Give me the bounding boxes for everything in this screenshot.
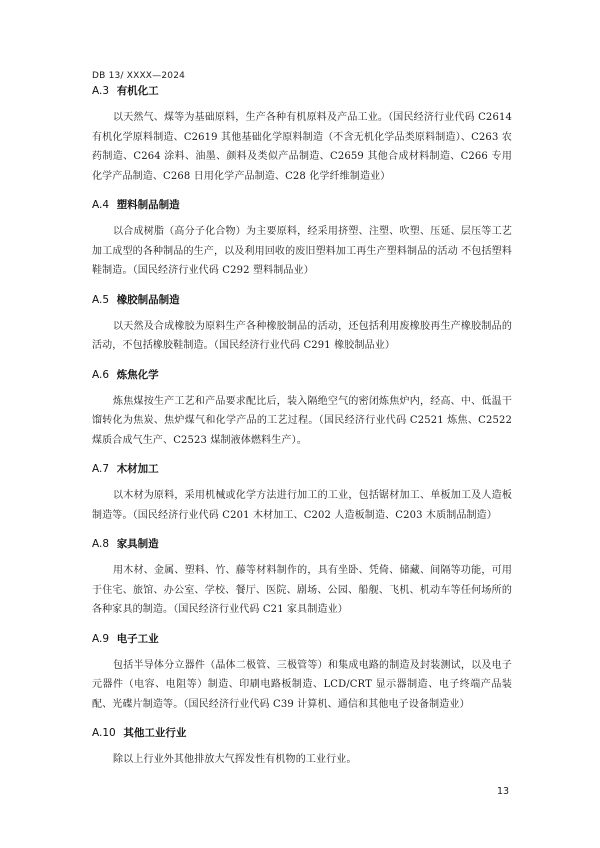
section-number: A.3: [92, 85, 110, 97]
section-paragraph: 以木材为原料，采用机械或化学方法进行加工的工业，包括锯材加工、单板加工及人造板制造等。（国民经济行业代码 C201 木材加工、C202 人造板制造、C203 木质制品制造）: [92, 490, 512, 521]
section-a4: [92, 198, 512, 281]
section-paragraph: 包括半导体分立器件（晶体二极管、三极管等）和集成电路的制造及封装测试，以及电子元器件（电容、电阻等）制造、印刷电路板制造、LCD/CRT 显示器制造、电子终端产品装配、光碟片制造等。（国民经济行业代码 C39 计算机、通信和其他电子设备制造业）: [92, 659, 512, 710]
section-number: A.5: [92, 293, 110, 306]
section-paragraph: 除以上行业外其他排放大气挥发性有机物的工业行业。: [113, 754, 357, 765]
section-a3: [92, 84, 512, 186]
section-paragraph: 用木材、金属、塑料、竹、藤等材料制作的，具有坐卧、凭倚、储藏、间隔等功能，可用于住宅、旅馆、办公室、学校、餐厅、医院、剧场、公园、船舰、飞机、机动车等任何场所的各种家具的制造。（国民经济行业代码 C21 家具制造业）: [92, 565, 512, 615]
section-number: A.9: [92, 632, 110, 645]
section-a6: [92, 368, 512, 451]
section-a7: [92, 462, 512, 525]
section-a9: [92, 632, 512, 715]
section-title: 有机化工: [116, 85, 159, 97]
section-number: A.4: [92, 199, 110, 211]
section-paragraph: 以天然气、煤等为基础原料，生产各种有机原料及产品工业。（国民经济行业代码 C2614 有机化学原料制造、C2619 其他基础化学原料制造（不含无机化学品类原料制造）、C263 农药制造、C264 涂料、油墨、颜料及类似产品制造、C2659 其他合成材料制造、C266 专用化学产品制造、C268 日用化学产品制造、C28 化学纤维制造业）: [92, 112, 512, 182]
section-title: 橡胶制品制造: [116, 293, 180, 306]
section-title: 塑料制品制造: [116, 199, 180, 211]
section-heading: [92, 198, 512, 212]
section-a8: [92, 537, 512, 620]
document-code-header: DB 13/ XXXX—2024: [92, 71, 186, 81]
section-title: 家具制造: [116, 538, 159, 550]
section-paragraph: 以天然及合成橡胶为原料生产各种橡胶制品的活动，还包括利用废橡胶再生产橡胶制品的活动，不包括橡胶鞋制造。（国民经济行业代码 C291 橡胶制品业）: [92, 320, 512, 351]
section-a5: [92, 293, 512, 356]
document-body: [92, 84, 512, 770]
section-heading: [92, 632, 512, 646]
section-title: 炼焦化学: [116, 368, 159, 381]
section-heading: [92, 293, 512, 307]
section-a10: [92, 726, 512, 770]
page-number: 13: [497, 786, 510, 797]
section-title: 电子工业: [116, 632, 159, 645]
section-paragraph: 以合成树脂（高分子化合物）为主要原料，经采用挤塑、注塑、吹塑、压延、层压等工艺加工成型的各种制品的生产，以及利用回收的废旧塑料加工再生产塑料制品的活动 不包括塑料鞋制造。（国民经济行业代码 C292 塑料制品业）: [92, 226, 512, 276]
section-number: A.8: [92, 538, 110, 550]
section-number: A.7: [92, 463, 110, 475]
section-heading: [92, 726, 512, 740]
section-heading: [92, 368, 512, 382]
section-heading: [92, 462, 512, 476]
section-number: A.6: [92, 368, 110, 381]
section-paragraph: 炼焦煤按生产工艺和产品要求配比后，装入隔绝空气的密闭炼焦炉内，经高、中、低温干馏转化为焦炭、焦炉煤气和化学产品的工艺过程。（国民经济行业代码 C2521 炼焦、C2522 煤质合成气生产、C2523 煤制液体燃料生产）。: [92, 395, 512, 446]
section-heading: [92, 537, 512, 551]
section-title: 其他工业行业: [123, 727, 187, 739]
section-number: A.10: [92, 727, 116, 739]
section-heading: [92, 84, 512, 98]
section-title: 木材加工: [116, 463, 159, 475]
